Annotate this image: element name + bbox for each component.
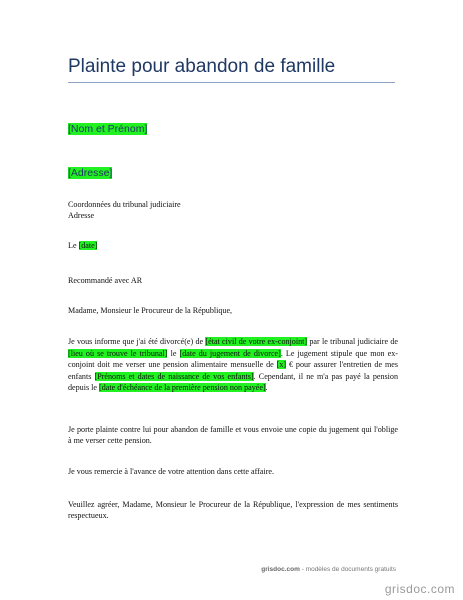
name-placeholder: [Nom et Prénom]: [68, 123, 148, 135]
p1-text-5: € pour assurer l'entretien de mes enfants: [68, 360, 398, 381]
footer-site[interactable]: grisdoc.com: [261, 566, 300, 573]
address-placeholder: [Adresse]: [68, 167, 113, 179]
p1-text-6: . Cependant, il ne m'a pas payé la pension depuis le: [68, 371, 398, 393]
tribunal-coordinates: Coordonnées du tribunal judiciaire: [68, 200, 181, 209]
title-underline: [68, 82, 395, 83]
tribunal-block: [68, 199, 398, 221]
p1-text-3: le: [167, 348, 180, 358]
court-location-placeholder: [lieu où se trouve le tribunal]: [68, 348, 168, 358]
name-heading: [68, 123, 147, 135]
footer: [261, 566, 396, 573]
paragraph-thanks: Je vous remercie à l'avance de votre attention dans cette affaire.: [68, 467, 275, 476]
date-placeholder: [date]: [78, 241, 98, 250]
paragraph-closing: Veuillez agréer, Madame, Monsieur le Procureur de la République, l'expression de mes sentiments respectueux.: [68, 500, 398, 520]
document-title: Plainte pour abandon de famille: [68, 56, 336, 77]
ex-spouse-placeholder: [état civil de votre ex-conjoint]: [205, 337, 308, 346]
p1-text-2: par le tribunal judiciaire de: [307, 337, 399, 346]
salutation: Madame, Monsieur le Procureur de la République,: [68, 306, 233, 315]
amount-placeholder: [x]: [276, 360, 287, 370]
unpaid-date-placeholder: [date d'échéance de la première pension non payée]: [99, 383, 266, 393]
children-placeholder: [Prénoms et dates de naissance de vos enfants]: [94, 371, 254, 381]
tribunal-address: Adresse: [68, 211, 95, 220]
paragraph-complaint: Je porte plainte contre lui pour abandon de famille et vous envoie une copie du jugement qui l'oblige à me verser cette pension.: [68, 425, 398, 445]
paragraph-divorce: [68, 336, 398, 394]
footer-tagline: - modèles de documents gratuits: [299, 566, 396, 573]
p1-text-1: Je vous informe que j'ai été divorcé(e) de: [68, 337, 206, 346]
registered-mail-line: Recommandé avec AR: [68, 276, 143, 285]
p1-text-7: .: [265, 383, 268, 393]
date-line: [68, 240, 398, 251]
p1-text-4: . Le jugement stipule que mon ex-conjoint doit me verser une pension alimentaire mensuelle de: [68, 348, 398, 370]
watermark: grisdoc.com: [384, 582, 455, 596]
divorce-date-placeholder: [date du jugement de divorce]: [179, 348, 281, 358]
date-prefix: Le: [68, 241, 79, 250]
address-heading: [68, 167, 112, 179]
